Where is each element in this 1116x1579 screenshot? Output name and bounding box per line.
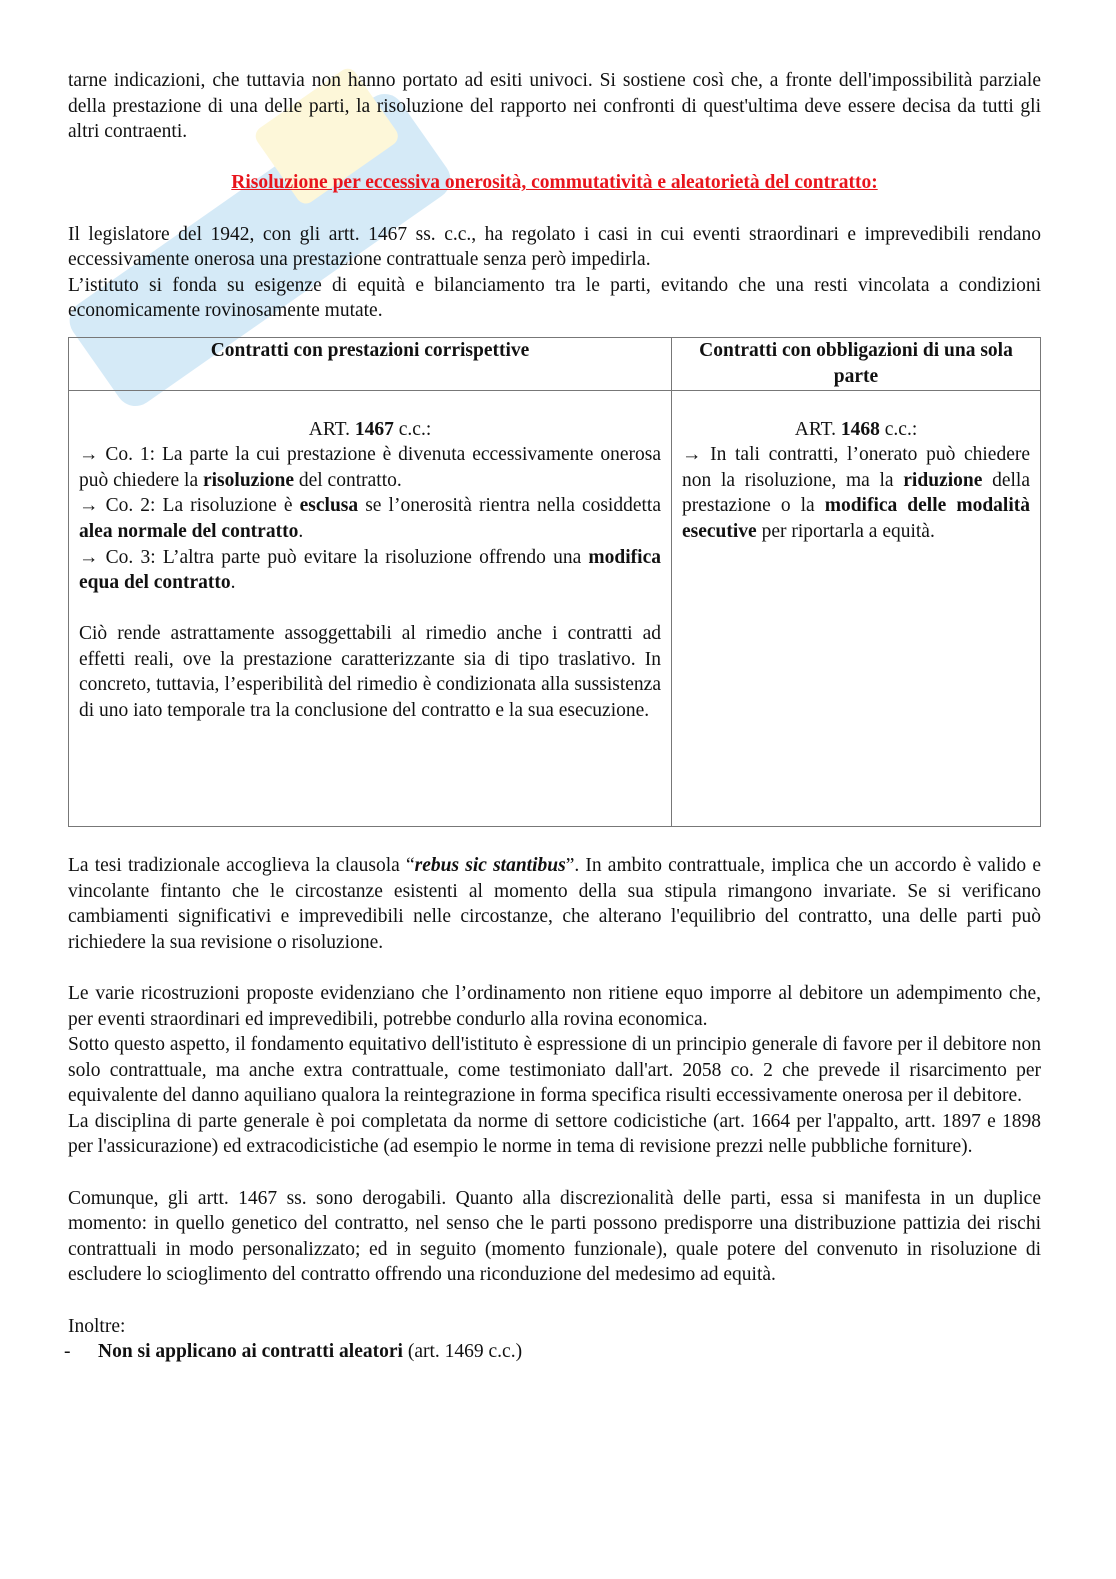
note: Ciò rende astrattamente assoggettabili al rimedio anche i contratti ad effetti reali, ove la prestazione caratterizzante sia di tipo traslativo. In concreto, tuttavia, l’esperibilità del rimedio è condizionata alla sussistenza di uno iato temporale tra la conclusione del contratto e la sua esecuzione. — [79, 623, 661, 722]
table-cell-right — [672, 390, 1041, 826]
paragraph: Il legislatore del 1942, con gli artt. 1467 ss. c.c., ha regolato i casi in cui eventi straordinari e imprevedibili rendano eccessivamente onerosa una prestazione contrattuale senza però impedirla. — [68, 223, 1041, 271]
comma-2: → Co. 2: La risoluzione è esclusa se l’onerosità rientra nella cosiddetta alea normale del contratto. — [79, 495, 661, 542]
paragraph: Le varie ricostruzioni proposte evidenziano che l’ordinamento non ritiene equo imporre al debitore un adempimento che, per eventi straordinari ed imprevedibili, potrebbe condurlo alla rovina economica. — [68, 982, 1041, 1030]
comma-3: → Co. 3: L’altra parte può evitare la risoluzione offrendo una modifica equa del contratto. — [79, 546, 661, 594]
paragraph: Sotto questo aspetto, il fondamento equitativo dell'istituto è espressione di un principio generale di favore per il debitore non solo contrattuale, ma anche extra contrattuale, come testimoniato dall'art. 2058 co. 2 che prevede il risarcimento per equivalente del danno aquiliano qualora la reintegrazione in forma specifica risulti eccessivamente onerosa per il debitore. — [68, 1034, 1041, 1107]
table-header: Contratti con prestazioni corrispettive — [69, 337, 672, 390]
article-title: ART. 1467 c.c.: — [308, 418, 432, 440]
article-title: ART. 1468 c.c.: — [794, 418, 918, 440]
paragraph: tarne indicazioni, che tuttavia non hanno portato ad esiti univoci. Si sostiene così che, a fronte dell'impossibilità parziale della prestazione di una delle parti, la risoluzione del rapporto nei confronti di quest'ultima deve essere decisa da tutti gli altri contraenti. — [68, 70, 1041, 143]
table-cell-left — [69, 390, 672, 826]
paragraph: Comunque, gli artt. 1467 ss. sono derogabili. Quanto alla discrezionalità delle parti, essa si manifesta in un duplice momento: in quello genetico del contratto, nel senso che le parti possono predisporre una distribuzione pattizia dei rischi contrattuali in modo personalizzato; ed in seguito (momento funzionale), quale potere del convenuto in risoluzione di escludere lo scioglimento del contratto offrendo una riconduzione del medesimo ad equità. — [68, 1187, 1041, 1286]
paragraph: La disciplina di parte generale è poi completata da norme di settore codicistiche (art. 1664 per l'appalto, artt. 1897 e 1898 per l'assicurazione) ed extracodicistiche (ad esempio le norme in tema di revisione prezzi nelle pubbliche forniture). — [68, 1110, 1041, 1158]
comma-1: → Co. 1: La parte la cui prestazione è divenuta eccessivamente onerosa può chiedere la risoluzione del contratto. — [79, 444, 661, 491]
section-heading: Risoluzione per eccessiva onerosità, commutatività e aleatorietà del contratto: — [231, 172, 878, 194]
article-text: → In tali contratti, l’onerato può chiedere non la risoluzione, ma la riduzione della prestazione o la modifica delle modalità esecutive per riportarla a equità. — [682, 444, 1030, 542]
paragraph: L’istituto si fonda su esigenze di equità e bilanciamento tra le parti, evitando che una resti vincolata a condizioni economicamente rovinosamente mutate. — [68, 274, 1041, 322]
paragraph: Inoltre: — [68, 1315, 126, 1337]
table-header: Contratti con obbligazioni di una sola parte — [672, 337, 1041, 390]
bullet-list — [68, 1339, 1041, 1365]
comparison-table — [68, 337, 1041, 827]
paragraph: La tesi tradizionale accoglieva la clausola “rebus sic stantibus”. In ambito contrattuale, implica che un accordo è valido e vincolante fintanto che le circostanze esistenti al momento della sua stipula rimangono invariate. Se si verificano cambiamenti significativi e imprevedibili nelle circostanze, che alterano l'equilibrio del contratto, una delle parti può richiedere la sua revisione o risoluzione. — [68, 854, 1041, 953]
list-item: - Non si applicano ai contratti aleatori (art. 1469 c.c.) — [98, 1339, 1041, 1365]
